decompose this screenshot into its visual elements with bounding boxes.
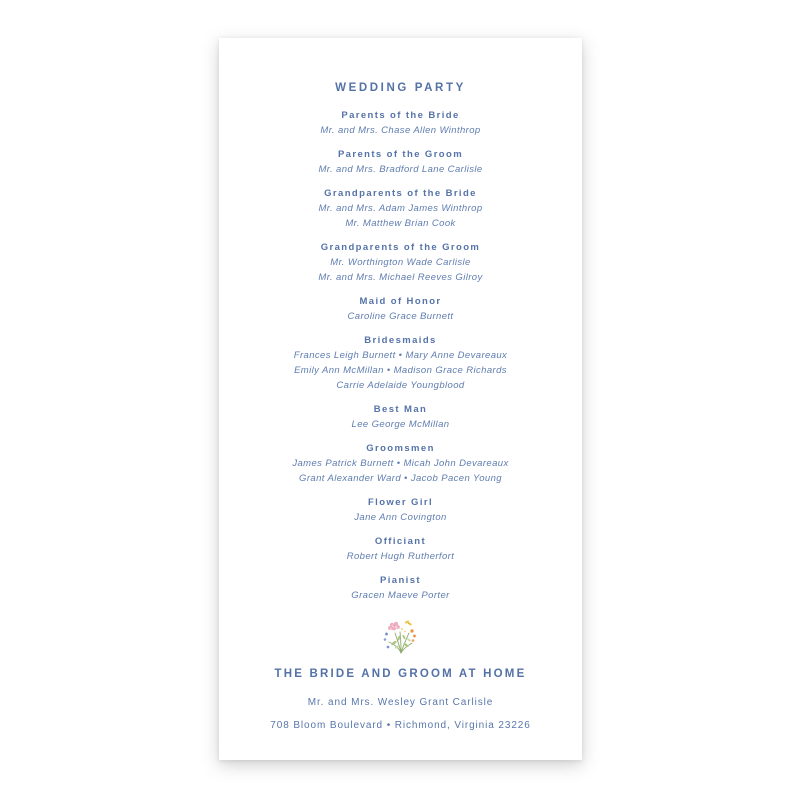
section-groomsmen [237,441,564,486]
name-line: Carrie Adelaide Youngblood [336,380,465,391]
name-line: Mr. and Mrs. Adam James Winthrop [318,203,483,214]
name-line: Mr. and Mrs. Michael Reeves Gilroy [318,272,483,283]
section-grandparents-of-groom [237,240,564,285]
name-line: Grant Alexander Ward • Jacob Pacen Young [299,473,502,484]
role-heading: Parents of the Bride [341,110,460,121]
role-heading: Parents of the Groom [337,149,464,160]
role-heading: Bridesmaids [364,335,437,346]
at-home-address-line: 708 Bloom Boulevard • Richmond, Virginia 23226 [270,720,531,731]
section-best-man [237,402,564,432]
role-heading: Flower Girl [367,497,434,508]
section-grandparents-of-bride [237,186,564,231]
name-line: Mr. and Mrs. Bradford Lane Carlisle [318,164,483,175]
name-line: Mr. Worthington Wade Carlisle [330,257,471,268]
floral-bouquet-icon [379,616,423,656]
section-pianist [237,573,564,603]
section-maid-of-honor [237,294,564,324]
at-home-heading: THE BRIDE AND GROOM AT HOME [274,668,527,680]
name-line: Mr. Matthew Brian Cook [345,218,456,229]
role-heading: Pianist [380,575,421,586]
section-parents-of-groom [237,147,564,177]
name-line: James Patrick Burnett • Micah John Devareaux [292,458,509,469]
section-officiant [237,534,564,564]
name-line: Robert Hugh Rutherfort [346,551,455,562]
at-home-name-line: Mr. and Mrs. Wesley Grant Carlisle [307,697,494,708]
role-heading: Grandparents of the Groom [320,242,481,253]
name-line: Jane Ann Covington [354,512,447,523]
name-line: Mr. and Mrs. Chase Allen Winthrop [320,125,481,136]
section-parents-of-bride [237,108,564,138]
wedding-program-card [219,38,582,760]
name-line: Caroline Grace Burnett [347,311,454,322]
section-bridesmaids [237,333,564,393]
role-heading: Maid of Honor [359,296,442,307]
section-flower-girl [237,495,564,525]
name-line: Emily Ann McMillan • Madison Grace Richards [294,365,507,376]
name-line: Gracen Maeve Porter [351,590,450,601]
card-title: WEDDING PARTY [335,82,466,94]
role-heading: Grandparents of the Bride [324,188,477,199]
role-heading: Groomsmen [366,443,435,454]
role-heading: Best Man [373,404,428,415]
name-line: Lee George McMillan [351,419,450,430]
name-line: Frances Leigh Burnett • Mary Anne Devareaux [293,350,508,361]
role-heading: Officiant [374,536,427,547]
